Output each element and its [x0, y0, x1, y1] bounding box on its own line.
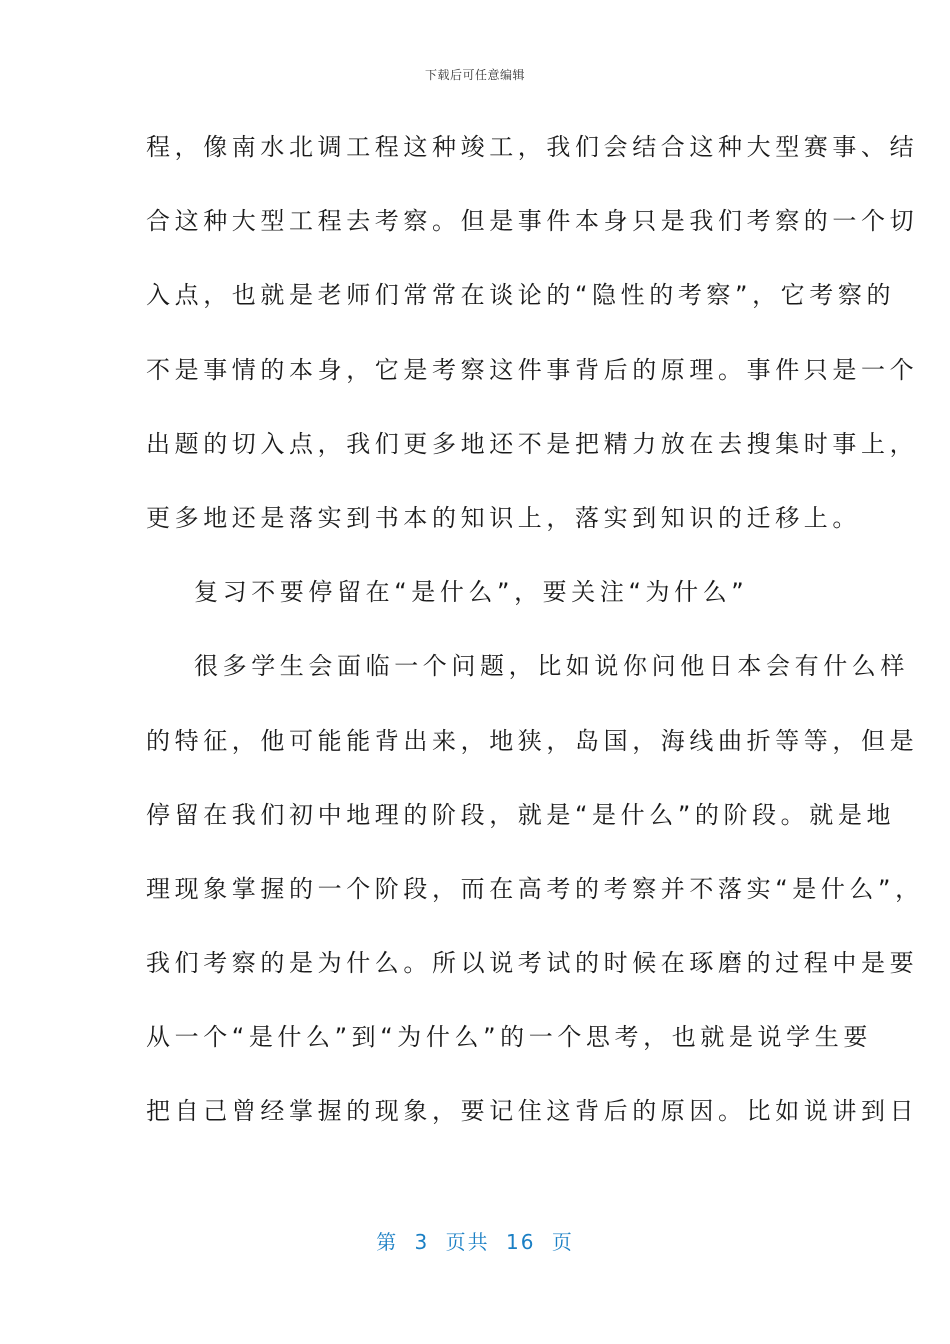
paragraph-line: 理现象掌握的一个阶段，而在高考的考察并不落实“是什么”， [146, 874, 924, 903]
paragraph-line: 从一个“是什么”到“为什么”的一个思考，也就是说学生要 [146, 1023, 872, 1052]
paragraph-line: 我们考察的是为什么。所以说考试的时候在琢磨的过程中是要 [146, 949, 919, 978]
page-label-prefix: 第 [376, 1230, 399, 1254]
paragraph-line: 合这种大型工程去考察。但是事件本身只是我们考察的一个切 [146, 207, 919, 236]
page-footer [0, 1226, 950, 1255]
document-body [146, 120, 924, 1159]
paragraph-line: 更多地还是落实到书本的知识上，落实到知识的迁移上。 [146, 503, 861, 532]
page-label-suffix: 页 [551, 1230, 574, 1254]
paragraph-line: 出题的切入点，我们更多地还不是把精力放在去搜集时事上， [146, 429, 919, 458]
paragraph-line: 把自己曾经掌握的现象，要记住这背后的原因。比如说讲到日 [146, 1097, 919, 1126]
paragraph-line: 入点，也就是老师们常常在谈论的“隐性的考察”，它考察的 [146, 281, 896, 310]
paragraph-line: 停留在我们初中地理的阶段，就是“是什么”的阶段。就是地 [146, 800, 896, 829]
header-note: 下载后可任意编辑 [424, 68, 525, 82]
paragraph-line: 很多学生会面临一个问题，比如说你问他日本会有什么样 [194, 652, 909, 681]
section-heading: 复习不要停留在“是什么”，要关注“为什么” [194, 578, 749, 607]
paragraph-line: 的特征，他可能能背出来，地狭，岛国，海线曲折等等，但是 [146, 726, 919, 755]
paragraph-line: 不是事情的本身，它是考察这件事背后的原理。事件只是一个 [146, 355, 919, 384]
page-current-number: 3 [414, 1230, 430, 1254]
paragraph-line: 程，像南水北调工程这种竣工，我们会结合这种大型赛事、结 [146, 133, 919, 161]
page-total-number: 16 [506, 1230, 536, 1254]
page-label-middle: 页共 [445, 1230, 490, 1254]
